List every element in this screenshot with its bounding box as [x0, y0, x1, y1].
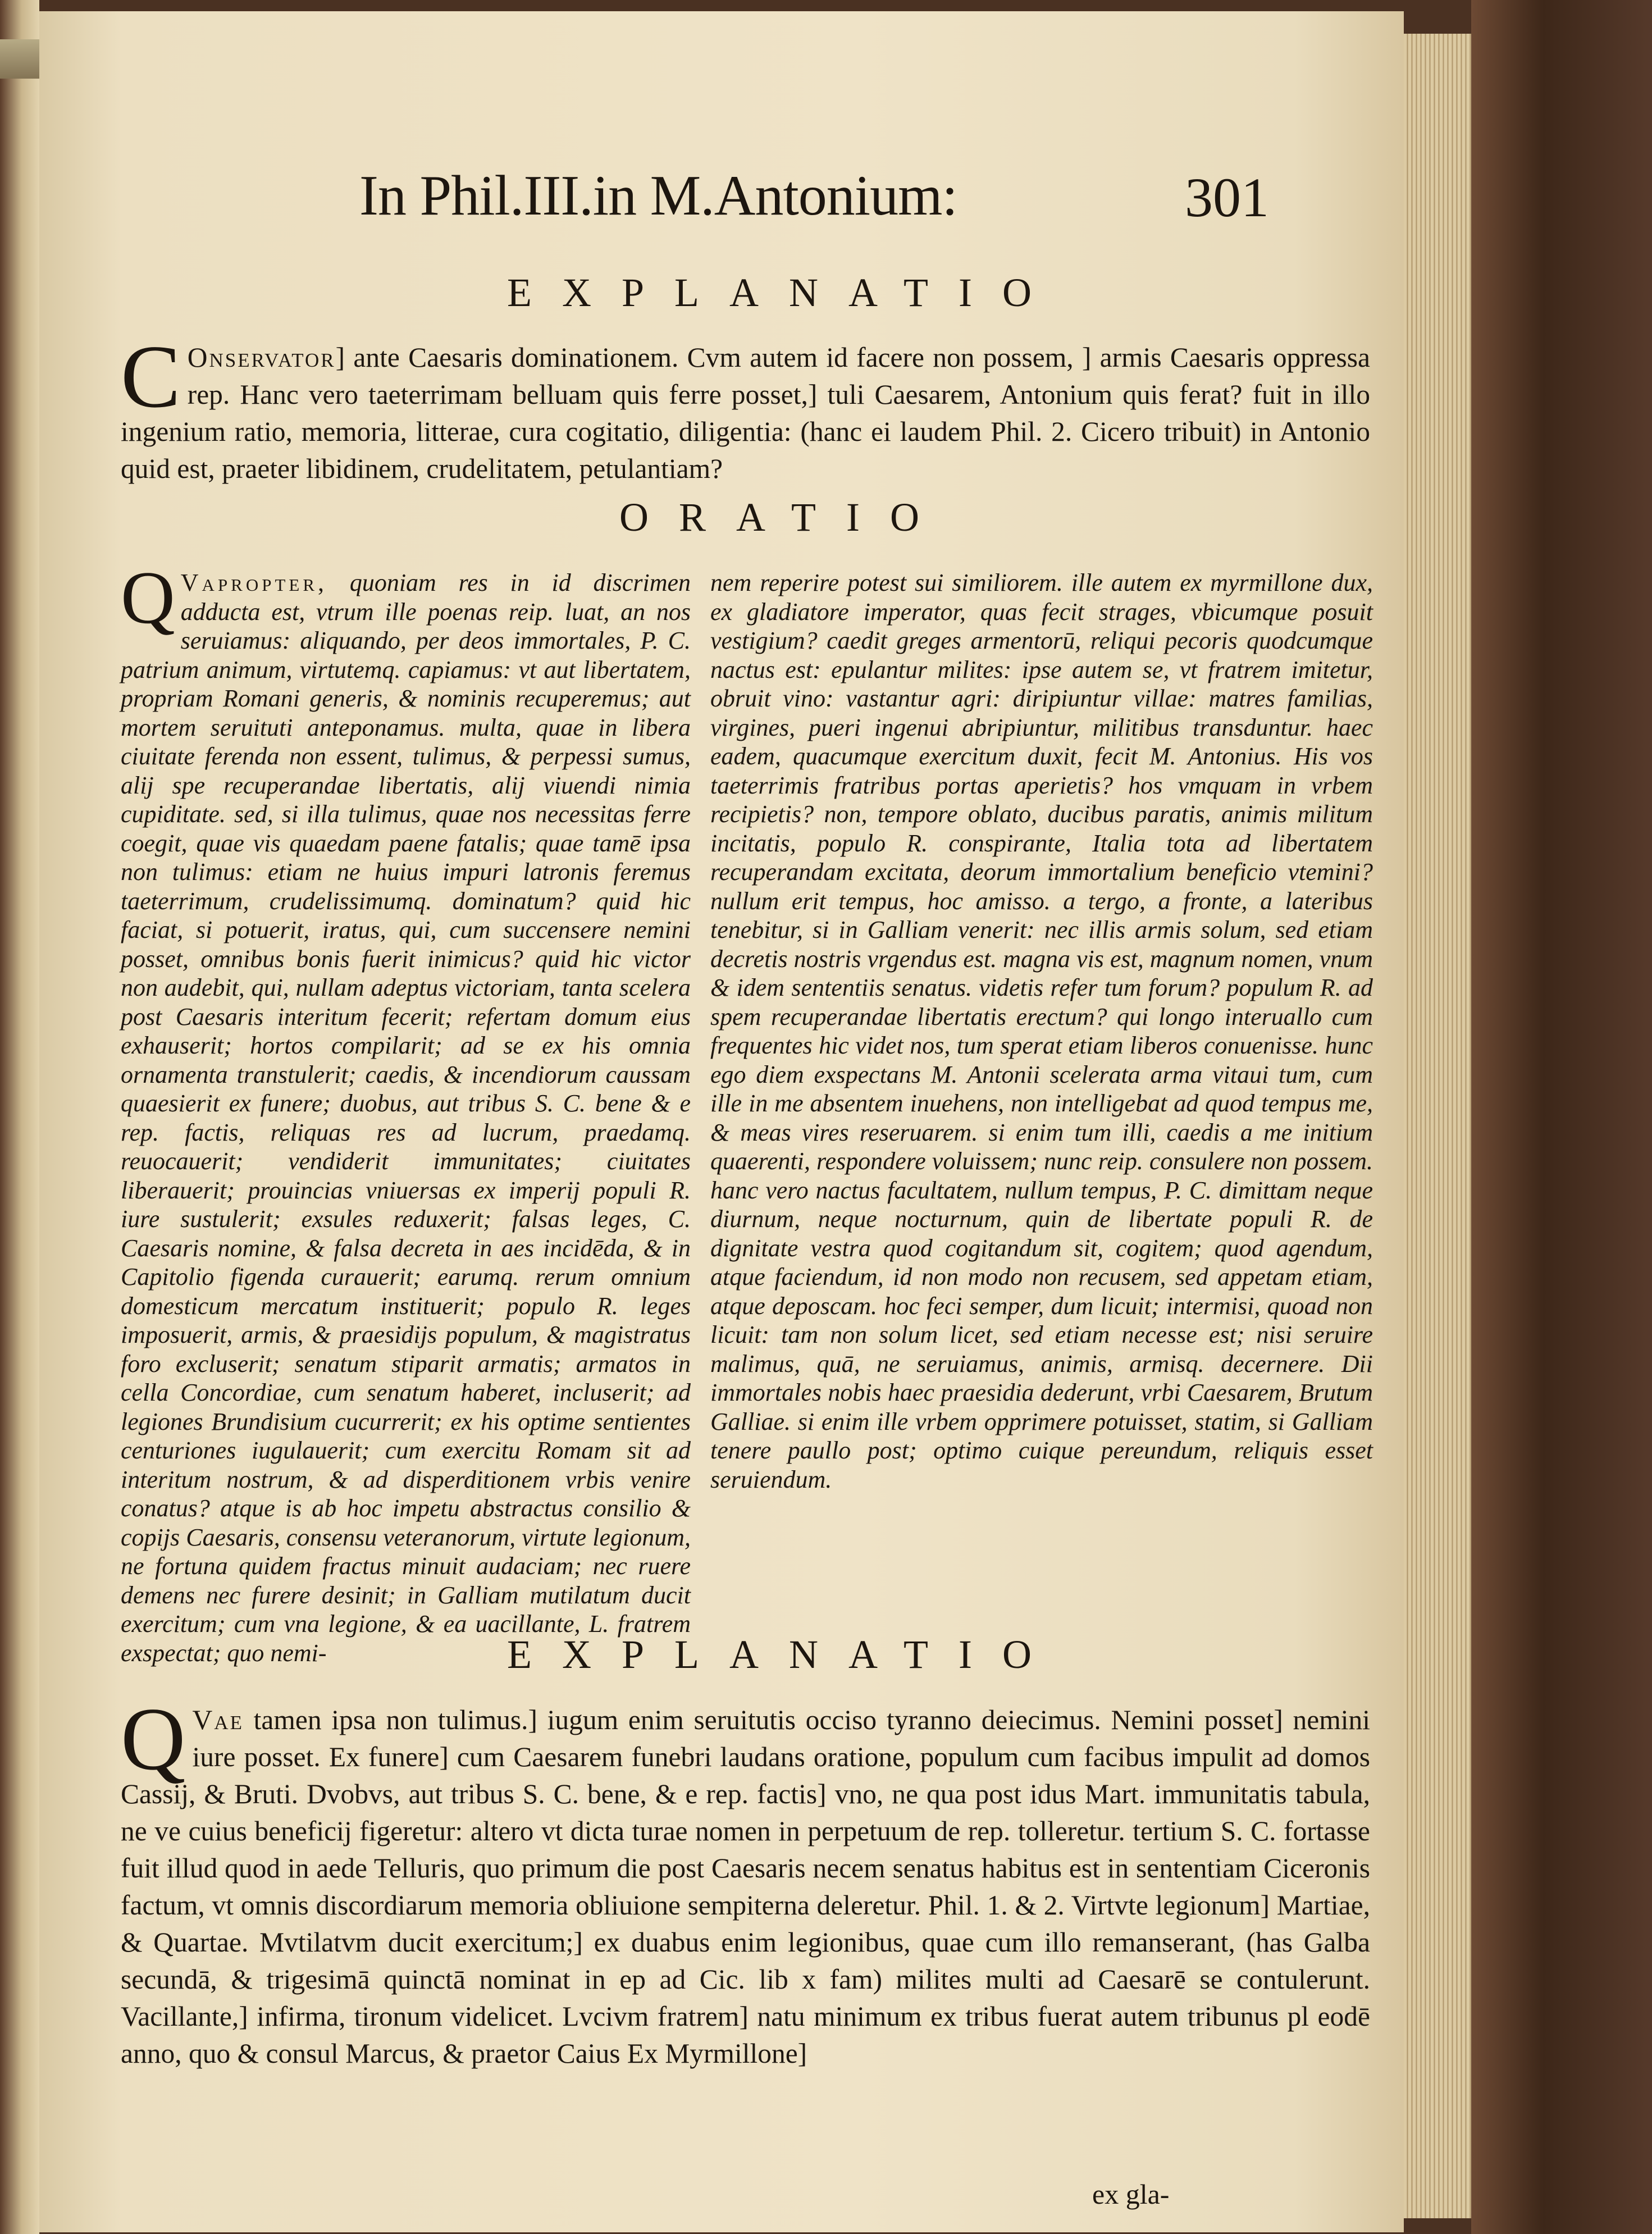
lead-word: Vae [192, 1704, 244, 1735]
dropcap: C [121, 326, 181, 426]
explanatio-2-text [121, 1689, 1370, 2072]
lead-word: Vapropter, [180, 569, 328, 596]
column-text: quoniam res in id discrimen adducta est, vtrum ille poenas reip. luat, an nos seruiamus: aliquando, per deos immortales, P. C. patrium animum, virtutemq. capiamus: vt aut libertatem, propriam Romani generis, & nominis recuperemus; aut mortem seruituti anteponamus. multa, quae in libera ciuitate ferenda non essent, tulimus, & perpessi sumus, alij spe recuperandae libertatis, alij viuendi nimia cupiditate. sed, si illa tulimus, quae nos necessitas ferre coegit, quae vis quaedam paene fatalis; quae tamē ipsa non tulimus: etiam ne huius impuri latronis feremus taeterrimum, crudelissimumq. dominatum? quid hic faciat, si potuerit, iratus, qui, cum succensere nemini posset, omnibus bonis fuerit inimicus? quid hic victor non audebit, qui, nullam adeptus victoriam, tanta scelera post Caesaris interitum fecerit; refertam domum eius exhauserit; hortos compilarit; ad se ex his omnia ornamenta transtulerit; caedis, & incendiorum caussam quaesierit ex funere; duobus, aut tribus S. C. bene & e rep. factis, reliquas res ad lucrum, praedamq. reuocauerit; vendiderit immunitates; ciuitates liberauerit; prouincias vniuersas ex imperij populi R. iure sustulerit; exsules reduxerit; falsas leges, C. Caesaris nomine, & falsa decreta in aes incidēda, & in Capitolio figenda curauerit; earumq. rerum omnium domesticum mercatum instituerit; populo R. leges imposuerit, armis, & praesidijs populum, & magistratus foro excluserit; senatum stiparit armatis; armatos in cella Concordiae, cum senatum haberet, incluserit; ad legiones Brundisium cucurrerit; ex his optime sentientes centuriones iugulauerit; cum exercitu Romam sit ad interitum nostrum, & ad disperditionem vrbis venire conatus? atque is ab hoc impetu abstractus consilio & copijs Caesaris, consensu veteranorum, virtute legionum, ne fortuna quidem fractus minuit audaciam; nec ruere demens nec furere desinit; in Galliam mutilatum ducit exercitum; cum vna legione, & ea uacillante, L. fratrem exspectat; quo nemi- [121, 569, 691, 1667]
paragraph-body: ] ante Caesaris dominationem. Cvm autem id facere non possem, ] armis Caesaris oppressa rep. Hanc vero taeterrimam belluam quis ferre posset,] tuli Caesarem, Antonium quis ferat? fuit in illo ingenium ratio, memoria, litterae, cura cogitatio, diligentia: (hanc ei laudem Phil. 2. Cicero tribuit) in Antonio quid est, praeter libidinem, crudelitatem, petulantiam? [121, 342, 1370, 484]
page-number: 301 [1185, 166, 1269, 229]
explanatio-1-text [121, 326, 1370, 487]
page-edges [1404, 34, 1471, 2218]
dropcap: Q [121, 1689, 186, 1789]
heading-oratio: ORATIO [619, 495, 950, 540]
oratio-right-column [710, 568, 1373, 1494]
paragraph-body: tamen ipsa non tulimus.] iugum enim seruitutis occiso tyranno deiecimus. Nemini posset] nemini iure posset. Ex funere] cum Caesarem funebri laudans oratione, populum cum facibus impulit ad domos Cassij, & Bruti. Dvobvs, aut tribus S. C. bene, & e rep. factis] vno, ne qua post idus Mart. immunitatis tabula, ne ve cuius beneficij figeretur: altero vt dicta turae nomen in perpetuum de rep. tolleretur. tertium S. C. fortasse fuit illud quod in aede Telluris, quo primum die post Caesaris necem senatus habitus est in sententiam Ciceronis factum, vt omnis discordiarum memoria obliuione sempiterna deleretur. Phil. 1. & 2. Virtvte legionum] Martiae, & Quartae. Mvtilatvm ducit exercitum;] ex duabus enim legionibus, quae cum illo remanserant, (has Galba secundā, & trigesimā quinctā nominat in ep ad Cic. lib x fam) milites multi ad Caesarē se contulerunt. Vacillante,] infirma, tironum videlicet. Lvcivm fratrem] natu minimum ex tribus fuerat autem tribunus pl eodē anno, quo & consul Marcus, & praetor Caius Ex Myrmillone] [121, 1704, 1370, 2069]
dropcap: Q [121, 556, 175, 639]
catchword: ex gla- [1092, 2178, 1170, 2210]
running-title: In Phil.III.in M.Antonium: [359, 164, 957, 227]
heading-explanatio-2: EXPLANATIO [507, 1632, 1062, 1677]
running-head [359, 163, 1269, 241]
left-page-gutter [0, 0, 39, 2234]
heading-explanatio-1: EXPLANATIO [507, 270, 1062, 315]
book-cover [1471, 0, 1652, 2234]
oratio-left-column [121, 556, 691, 1667]
column-text: nem reperire potest sui similiorem. ille autem ex myrmillone dux, ex gladiatore imperator, quas fecit strages, vbicumque posuit vestigium? caedit greges armentorū, reliqui pecoris quodcumque nactus est: epulantur milites: ipse autem se, vt fratrem imitetur, obruit vino: vastantur agri: diripiuntur villae: matres familias, virgines, pueri ingenui abripiuntur, militibus transduntur. haec eadem, quacumque exercitum duxit, fecit M. Antonius. His vos taeterrimis fratribus portas aperietis? hos vmquam in vrbem recipietis? non, tempore oblato, ducibus paratis, animis militum incitatis, populo R. conspirante, Italia tota ad libertatem recuperandam excitata, deorum immortalium beneficio vtemini? nullum erit tempus, hoc amisso. a tergo, a fronte, a lateribus tenebitur, si in Galliam venerit: nec illis armis solum, sed etiam decretis nostris vrgendus est. magna vis est, magnum nomen, vnum & idem sententiis senatus. videtis refer tum forum? populum R. ad spem recuperandae libertatis erectum? qui longo interuallo cum frequentes hic videt nos, tum sperat etiam liberos conuenisse. hunc ego diem exspectans M. Antonii scelerata arma vitaui tum, cum ille in me absentem inuehens, non intelligebat ad quod tempus me, & meas vires reseruarem. si enim tum illi, caedis a me initium quaerenti, respondere voluissem; nunc reip. consulere non possem. hanc vero nactus facultatem, nullum tempus, P. C. dimittam neque diurnum, neque nocturnum, quin de libertate populi R. de dignitate vestra quod cogitandum sit, cogitem; quod agendum, atque faciendum, id non modo non recusem, sed appetam etiam, atque deposcam. hoc feci semper, dum licuit; intermisi, quoad non licuit: tam non solum licet, sed etiam necesse est; nisi seruire malimus, quā, ne seruiamus, animis, armisq. decernere. Dii immortales nobis haec praesidia dederunt, vrbi Caesarem, Brutum Galliae. si enim ille vrbem opprimere potuisset, statim, si Galliam tenere paullo post; optimo cuique pereundum, reliquis esset seruiendum. [710, 569, 1373, 1493]
lead-word: Onservator [187, 342, 336, 373]
